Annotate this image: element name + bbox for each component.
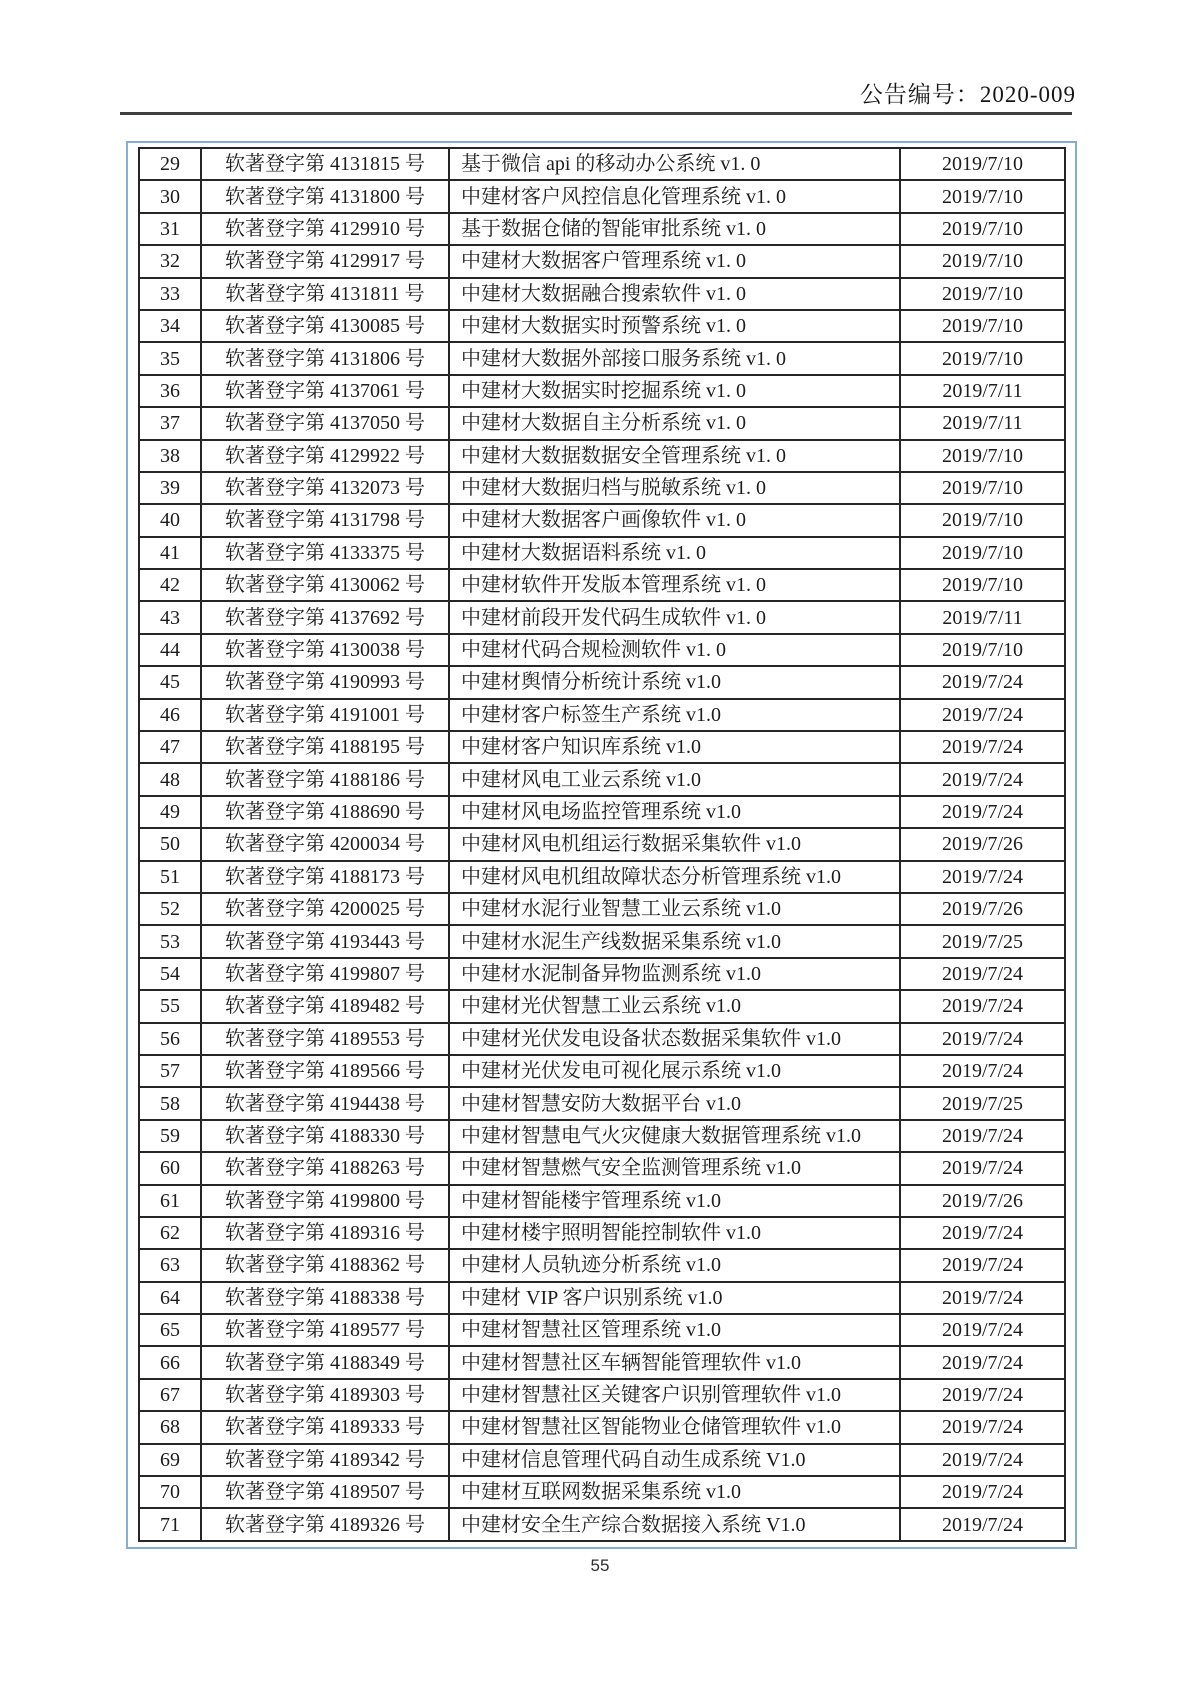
row-number-cell: 67	[139, 1379, 201, 1411]
software-name-cell: 中建材智慧社区关键客户识别管理软件 v1.0	[449, 1379, 900, 1411]
registration-date-cell: 2019/7/10	[900, 278, 1065, 310]
registration-number-cell: 软著登字第 4137061 号	[201, 375, 449, 407]
software-name-cell: 中建材软件开发版本管理系统 v1. 0	[449, 569, 900, 601]
registration-number-cell: 软著登字第 4188263 号	[201, 1152, 449, 1184]
row-number-cell: 65	[139, 1314, 201, 1346]
row-number-cell: 40	[139, 504, 201, 536]
registration-date-cell: 2019/7/24	[900, 1444, 1065, 1476]
table-row	[139, 601, 1065, 633]
row-number-cell: 60	[139, 1152, 201, 1184]
table-row	[139, 1023, 1065, 1055]
software-name-cell: 中建材风电机组运行数据采集软件 v1.0	[449, 828, 900, 860]
registration-date-cell: 2019/7/24	[900, 1120, 1065, 1152]
registration-number-cell: 软著登字第 4191001 号	[201, 699, 449, 731]
registration-number-cell: 软著登字第 4130085 号	[201, 310, 449, 342]
software-name-cell: 中建材大数据自主分析系统 v1. 0	[449, 407, 900, 439]
registration-date-cell: 2019/7/24	[900, 699, 1065, 731]
table-row	[139, 1314, 1065, 1346]
table-row	[139, 1282, 1065, 1314]
registration-number-cell: 软著登字第 4137050 号	[201, 407, 449, 439]
software-name-cell: 中建材代码合规检测软件 v1. 0	[449, 634, 900, 666]
registration-date-cell: 2019/7/24	[900, 763, 1065, 795]
registration-number-cell: 软著登字第 4199800 号	[201, 1185, 449, 1217]
registration-date-cell: 2019/7/24	[900, 1379, 1065, 1411]
software-name-cell: 基于微信 api 的移动办公系统 v1. 0	[449, 148, 900, 180]
registration-date-cell: 2019/7/24	[900, 1411, 1065, 1443]
registration-number-cell: 软著登字第 4190993 号	[201, 666, 449, 698]
table-row	[139, 569, 1065, 601]
registration-date-cell: 2019/7/10	[900, 310, 1065, 342]
registration-date-cell: 2019/7/24	[900, 666, 1065, 698]
software-copyright-table	[138, 147, 1066, 1542]
row-number-cell: 41	[139, 537, 201, 569]
software-name-cell: 中建材智慧社区智能物业仓储管理软件 v1.0	[449, 1411, 900, 1443]
table-row	[139, 1249, 1065, 1281]
registration-number-cell: 软著登字第 4129922 号	[201, 440, 449, 472]
software-name-cell: 中建材风电机组故障状态分析管理系统 v1.0	[449, 861, 900, 893]
registration-number-cell: 软著登字第 4188173 号	[201, 861, 449, 893]
row-number-cell: 56	[139, 1023, 201, 1055]
registration-date-cell: 2019/7/25	[900, 925, 1065, 957]
software-name-cell: 中建材水泥制备异物监测系统 v1.0	[449, 958, 900, 990]
registration-number-cell: 软著登字第 4188690 号	[201, 796, 449, 828]
table-row	[139, 180, 1065, 212]
registration-number-cell: 软著登字第 4193443 号	[201, 925, 449, 957]
registration-date-cell: 2019/7/24	[900, 990, 1065, 1022]
table-row	[139, 1444, 1065, 1476]
registration-date-cell: 2019/7/24	[900, 1055, 1065, 1087]
table-row	[139, 893, 1065, 925]
software-name-cell: 中建材大数据归档与脱敏系统 v1. 0	[449, 472, 900, 504]
row-number-cell: 34	[139, 310, 201, 342]
row-number-cell: 71	[139, 1508, 201, 1540]
registration-date-cell: 2019/7/24	[900, 861, 1065, 893]
table-row	[139, 666, 1065, 698]
table-row	[139, 1152, 1065, 1184]
table-row	[139, 1411, 1065, 1443]
registration-date-cell: 2019/7/24	[900, 731, 1065, 763]
registration-date-cell: 2019/7/11	[900, 375, 1065, 407]
registration-number-cell: 软著登字第 4131806 号	[201, 342, 449, 374]
registration-number-cell: 软著登字第 4188186 号	[201, 763, 449, 795]
table-row	[139, 958, 1065, 990]
software-name-cell: 中建材客户风控信息化管理系统 v1. 0	[449, 180, 900, 212]
software-name-cell: 中建材大数据语料系统 v1. 0	[449, 537, 900, 569]
table-row	[139, 634, 1065, 666]
registration-number-cell: 软著登字第 4199807 号	[201, 958, 449, 990]
software-name-cell: 中建材大数据融合搜索软件 v1. 0	[449, 278, 900, 310]
row-number-cell: 49	[139, 796, 201, 828]
software-name-cell: 中建材 VIP 客户识别系统 v1.0	[449, 1282, 900, 1314]
software-name-cell: 中建材客户知识库系统 v1.0	[449, 731, 900, 763]
row-number-cell: 63	[139, 1249, 201, 1281]
row-number-cell: 35	[139, 342, 201, 374]
registration-date-cell: 2019/7/24	[900, 1023, 1065, 1055]
registration-date-cell: 2019/7/24	[900, 1476, 1065, 1508]
registration-number-cell: 软著登字第 4189316 号	[201, 1217, 449, 1249]
table-row	[139, 1055, 1065, 1087]
table-row	[139, 1476, 1065, 1508]
software-name-cell: 中建材风电场监控管理系统 v1.0	[449, 796, 900, 828]
registration-number-cell: 软著登字第 4189342 号	[201, 1444, 449, 1476]
table-row	[139, 1508, 1065, 1540]
registration-date-cell: 2019/7/24	[900, 1346, 1065, 1378]
table-row	[139, 990, 1065, 1022]
software-name-cell: 中建材智慧社区车辆智能管理软件 v1.0	[449, 1346, 900, 1378]
software-name-cell: 中建材光伏发电设备状态数据采集软件 v1.0	[449, 1023, 900, 1055]
registration-number-cell: 软著登字第 4132073 号	[201, 472, 449, 504]
table-row	[139, 245, 1065, 277]
row-number-cell: 59	[139, 1120, 201, 1152]
registration-date-cell: 2019/7/24	[900, 1217, 1065, 1249]
row-number-cell: 55	[139, 990, 201, 1022]
software-name-cell: 中建材大数据实时预警系统 v1. 0	[449, 310, 900, 342]
software-name-cell: 中建材舆情分析统计系统 v1.0	[449, 666, 900, 698]
registration-date-cell: 2019/7/24	[900, 1249, 1065, 1281]
table-row	[139, 342, 1065, 374]
registration-date-cell: 2019/7/25	[900, 1087, 1065, 1119]
table-row	[139, 537, 1065, 569]
row-number-cell: 32	[139, 245, 201, 277]
page-footer	[0, 1556, 1200, 1576]
registration-date-cell: 2019/7/10	[900, 537, 1065, 569]
software-name-cell: 中建材大数据客户画像软件 v1. 0	[449, 504, 900, 536]
registration-date-cell: 2019/7/10	[900, 569, 1065, 601]
row-number-cell: 48	[139, 763, 201, 795]
software-name-cell: 中建材信息管理代码自动生成系统 V1.0	[449, 1444, 900, 1476]
registration-date-cell: 2019/7/10	[900, 180, 1065, 212]
software-name-cell: 中建材大数据客户管理系统 v1. 0	[449, 245, 900, 277]
row-number-cell: 57	[139, 1055, 201, 1087]
table-row	[139, 1185, 1065, 1217]
software-name-cell: 中建材光伏智慧工业云系统 v1.0	[449, 990, 900, 1022]
software-name-cell: 中建材光伏发电可视化展示系统 v1.0	[449, 1055, 900, 1087]
software-name-cell: 中建材水泥生产线数据采集系统 v1.0	[449, 925, 900, 957]
table-row	[139, 504, 1065, 536]
row-number-cell: 53	[139, 925, 201, 957]
row-number-cell: 30	[139, 180, 201, 212]
registration-number-cell: 软著登字第 4137692 号	[201, 601, 449, 633]
registration-date-cell: 2019/7/24	[900, 1282, 1065, 1314]
registration-date-cell: 2019/7/10	[900, 245, 1065, 277]
registration-number-cell: 软著登字第 4189507 号	[201, 1476, 449, 1508]
registration-date-cell: 2019/7/26	[900, 1185, 1065, 1217]
software-name-cell: 中建材安全生产综合数据接入系统 V1.0	[449, 1508, 900, 1540]
row-number-cell: 50	[139, 828, 201, 860]
registration-date-cell: 2019/7/10	[900, 440, 1065, 472]
table-row	[139, 148, 1065, 180]
row-number-cell: 42	[139, 569, 201, 601]
registration-number-cell: 软著登字第 4129917 号	[201, 245, 449, 277]
registration-number-cell: 软著登字第 4188330 号	[201, 1120, 449, 1152]
registration-number-cell: 软著登字第 4189566 号	[201, 1055, 449, 1087]
registration-date-cell: 2019/7/26	[900, 893, 1065, 925]
registration-number-cell: 软著登字第 4131811 号	[201, 278, 449, 310]
table-row	[139, 440, 1065, 472]
registration-number-cell: 软著登字第 4194438 号	[201, 1087, 449, 1119]
registration-number-cell: 软著登字第 4130038 号	[201, 634, 449, 666]
announcement-number: 公告编号：2020-009	[859, 82, 1076, 107]
software-name-cell: 中建材客户标签生产系统 v1.0	[449, 699, 900, 731]
table-row	[139, 861, 1065, 893]
table-row	[139, 731, 1065, 763]
registration-number-cell: 软著登字第 4189482 号	[201, 990, 449, 1022]
registration-number-cell: 软著登字第 4188362 号	[201, 1249, 449, 1281]
registration-number-cell: 软著登字第 4133375 号	[201, 537, 449, 569]
registration-number-cell: 软著登字第 4189577 号	[201, 1314, 449, 1346]
software-name-cell: 中建材智慧安防大数据平台 v1.0	[449, 1087, 900, 1119]
software-name-cell: 中建材水泥行业智慧工业云系统 v1.0	[449, 893, 900, 925]
registration-number-cell: 软著登字第 4200025 号	[201, 893, 449, 925]
table-row	[139, 828, 1065, 860]
row-number-cell: 61	[139, 1185, 201, 1217]
registration-date-cell: 2019/7/10	[900, 342, 1065, 374]
table-row	[139, 763, 1065, 795]
registration-number-cell: 软著登字第 4131798 号	[201, 504, 449, 536]
table-row	[139, 1120, 1065, 1152]
row-number-cell: 29	[139, 148, 201, 180]
registration-number-cell: 软著登字第 4189553 号	[201, 1023, 449, 1055]
row-number-cell: 70	[139, 1476, 201, 1508]
software-name-cell: 中建材大数据实时挖掘系统 v1. 0	[449, 375, 900, 407]
registration-date-cell: 2019/7/26	[900, 828, 1065, 860]
row-number-cell: 36	[139, 375, 201, 407]
software-name-cell: 基于数据仓储的智能审批系统 v1. 0	[449, 213, 900, 245]
registration-number-cell: 软著登字第 4130062 号	[201, 569, 449, 601]
table-row	[139, 213, 1065, 245]
registration-number-cell: 软著登字第 4131815 号	[201, 148, 449, 180]
table-row	[139, 1379, 1065, 1411]
registration-date-cell: 2019/7/10	[900, 472, 1065, 504]
registration-number-cell: 软著登字第 4131800 号	[201, 180, 449, 212]
software-name-cell: 中建材智慧社区管理系统 v1.0	[449, 1314, 900, 1346]
page-number: 55	[590, 1556, 610, 1575]
table-row	[139, 375, 1065, 407]
software-name-cell: 中建材楼宇照明智能控制软件 v1.0	[449, 1217, 900, 1249]
registration-date-cell: 2019/7/10	[900, 213, 1065, 245]
table-row	[139, 1346, 1065, 1378]
row-number-cell: 39	[139, 472, 201, 504]
registration-number-cell: 软著登字第 4189303 号	[201, 1379, 449, 1411]
software-name-cell: 中建材人员轨迹分析系统 v1.0	[449, 1249, 900, 1281]
registration-number-cell: 软著登字第 4188338 号	[201, 1282, 449, 1314]
table-row	[139, 699, 1065, 731]
software-name-cell: 中建材互联网数据采集系统 v1.0	[449, 1476, 900, 1508]
software-name-cell: 中建材前段开发代码生成软件 v1. 0	[449, 601, 900, 633]
row-number-cell: 52	[139, 893, 201, 925]
row-number-cell: 47	[139, 731, 201, 763]
table-row	[139, 407, 1065, 439]
registration-date-cell: 2019/7/24	[900, 958, 1065, 990]
software-name-cell: 中建材风电工业云系统 v1.0	[449, 763, 900, 795]
software-name-cell: 中建材智能楼宇管理系统 v1.0	[449, 1185, 900, 1217]
row-number-cell: 54	[139, 958, 201, 990]
row-number-cell: 37	[139, 407, 201, 439]
row-number-cell: 46	[139, 699, 201, 731]
table-row	[139, 472, 1065, 504]
registration-number-cell: 软著登字第 4189326 号	[201, 1508, 449, 1540]
registration-date-cell: 2019/7/11	[900, 601, 1065, 633]
row-number-cell: 51	[139, 861, 201, 893]
registration-number-cell: 软著登字第 4200034 号	[201, 828, 449, 860]
registration-number-cell: 软著登字第 4188349 号	[201, 1346, 449, 1378]
registration-date-cell: 2019/7/10	[900, 504, 1065, 536]
table-row	[139, 278, 1065, 310]
registration-date-cell: 2019/7/24	[900, 1152, 1065, 1184]
row-number-cell: 66	[139, 1346, 201, 1378]
registration-number-cell: 软著登字第 4129910 号	[201, 213, 449, 245]
row-number-cell: 58	[139, 1087, 201, 1119]
row-number-cell: 64	[139, 1282, 201, 1314]
table-row	[139, 925, 1065, 957]
registration-date-cell: 2019/7/24	[900, 1508, 1065, 1540]
registration-number-cell: 软著登字第 4189333 号	[201, 1411, 449, 1443]
table-row	[139, 1087, 1065, 1119]
row-number-cell: 45	[139, 666, 201, 698]
row-number-cell: 43	[139, 601, 201, 633]
row-number-cell: 33	[139, 278, 201, 310]
table-row	[139, 1217, 1065, 1249]
registration-date-cell: 2019/7/10	[900, 148, 1065, 180]
registration-date-cell: 2019/7/10	[900, 634, 1065, 666]
table-row	[139, 796, 1065, 828]
table-row	[139, 310, 1065, 342]
row-number-cell: 68	[139, 1411, 201, 1443]
software-name-cell: 中建材大数据数据安全管理系统 v1. 0	[449, 440, 900, 472]
registration-date-cell: 2019/7/11	[900, 407, 1065, 439]
registration-date-cell: 2019/7/24	[900, 796, 1065, 828]
row-number-cell: 69	[139, 1444, 201, 1476]
software-name-cell: 中建材大数据外部接口服务系统 v1. 0	[449, 342, 900, 374]
header-rule	[120, 112, 1072, 115]
row-number-cell: 62	[139, 1217, 201, 1249]
row-number-cell: 44	[139, 634, 201, 666]
software-name-cell: 中建材智慧电气火灾健康大数据管理系统 v1.0	[449, 1120, 900, 1152]
software-name-cell: 中建材智慧燃气安全监测管理系统 v1.0	[449, 1152, 900, 1184]
row-number-cell: 31	[139, 213, 201, 245]
registration-number-cell: 软著登字第 4188195 号	[201, 731, 449, 763]
row-number-cell: 38	[139, 440, 201, 472]
registration-date-cell: 2019/7/24	[900, 1314, 1065, 1346]
